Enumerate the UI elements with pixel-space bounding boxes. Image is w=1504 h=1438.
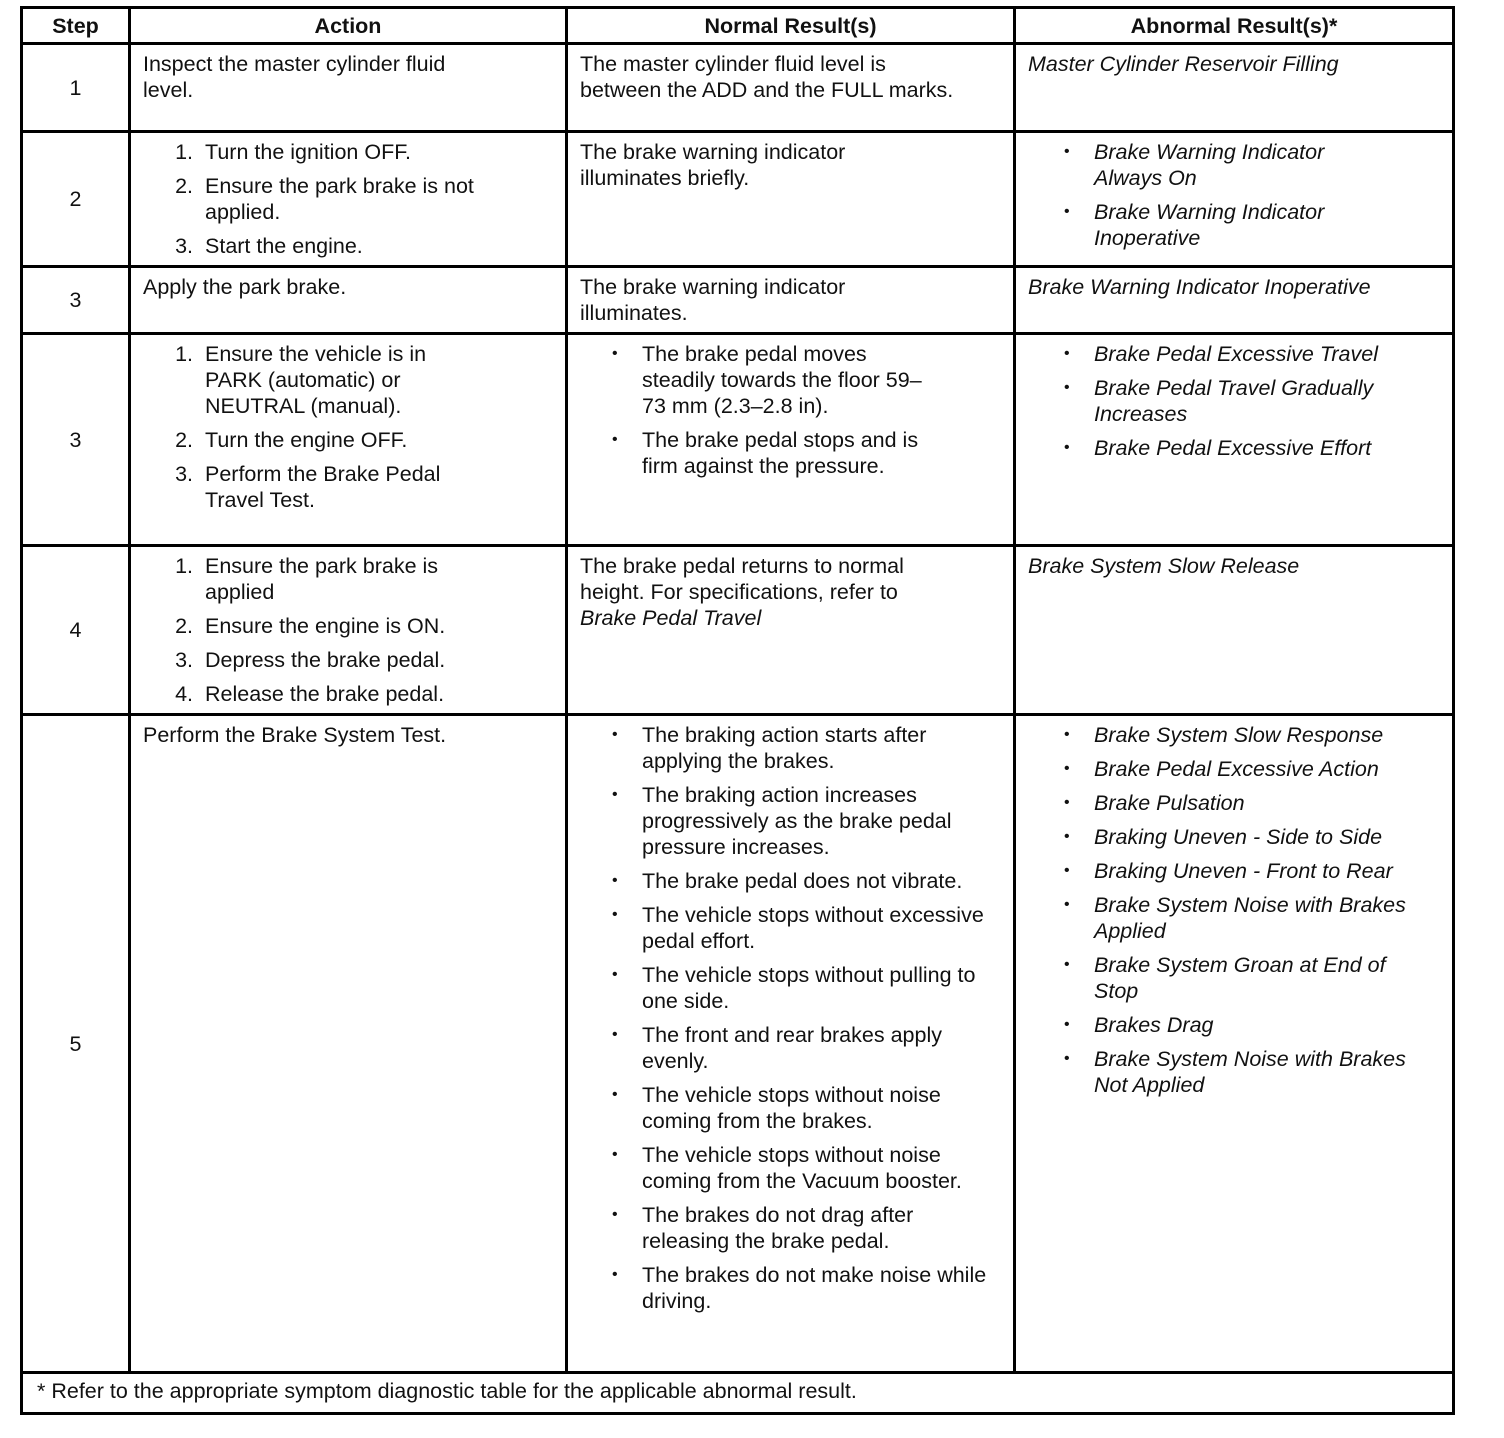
- list-item: • Brake System Noise with Brakes Not Applied: [1088, 1046, 1422, 1098]
- list-item: • Brake Pedal Excessive Effort: [1088, 435, 1422, 461]
- action-cell: [130, 546, 567, 715]
- abnormal-cell: [1015, 334, 1454, 546]
- list-item: 3. Perform the Brake Pedal Travel Test.: [199, 461, 485, 513]
- list-item: 2. Ensure the park brake is not applied.: [199, 173, 485, 225]
- header-action: Action: [130, 8, 567, 44]
- header-abnormal-results: Abnormal Result(s)*: [1015, 8, 1454, 44]
- normal-cell: [567, 132, 1015, 267]
- list-item: 1. Ensure the vehicle is in PARK (automatic) or NEUTRAL (manual).: [199, 341, 485, 419]
- action-text: Inspect the master cylinder fluid level.: [143, 52, 446, 102]
- action-cell: [130, 267, 567, 334]
- abnormal-list: [1028, 139, 1442, 251]
- list-item: • The brakes do not make noise while driving.: [636, 1262, 993, 1314]
- normal-cell: [567, 546, 1015, 715]
- list-item: 3. Start the engine.: [199, 233, 485, 259]
- step-number: 3: [22, 334, 130, 546]
- normal-text: The brake pedal returns to normal height. For specifications, refer to: [580, 554, 904, 604]
- list-item: • The vehicle stops without noise coming from the Vacuum booster.: [636, 1142, 993, 1194]
- normal-list: [580, 722, 1003, 1314]
- list-item: 3. Depress the brake pedal.: [199, 647, 485, 673]
- list-item: • Brakes Drag: [1088, 1012, 1422, 1038]
- list-item: • Brake Warning Indicator Inoperative: [1088, 199, 1372, 251]
- list-item: • Brake Pulsation: [1088, 790, 1422, 816]
- list-item: 1. Ensure the park brake is applied: [199, 553, 485, 605]
- table-row: [22, 546, 1454, 715]
- list-item: • The brake pedal does not vibrate.: [636, 868, 993, 894]
- table-row: [22, 715, 1454, 1373]
- action-list: [143, 341, 555, 513]
- list-item: 2. Ensure the engine is ON.: [199, 613, 485, 639]
- normal-cell: [567, 715, 1015, 1373]
- abnormal-cell: [1015, 267, 1454, 334]
- list-item: • The brake pedal stops and is firm against the pressure.: [636, 427, 933, 479]
- abnormal-cell: [1015, 546, 1454, 715]
- list-item: • Brake System Slow Response: [1088, 722, 1422, 748]
- step-number: 3: [22, 267, 130, 334]
- abnormal-text: Brake Warning Indicator Inoperative: [1028, 275, 1371, 299]
- diagnostic-table-container: [20, 6, 1452, 1415]
- table-row: [22, 267, 1454, 334]
- list-item: • Brake Warning Indicator Always On: [1088, 139, 1372, 191]
- table-row: [22, 334, 1454, 546]
- list-item: • Brake Pedal Travel Gradually Increases: [1088, 375, 1422, 427]
- step-number: 1: [22, 44, 130, 132]
- normal-text: The brake warning indicator illuminates briefly.: [580, 140, 846, 190]
- step-number: 2: [22, 132, 130, 267]
- action-text: Perform the Brake System Test.: [143, 723, 447, 747]
- list-item: 4. Release the brake pedal.: [199, 681, 485, 707]
- normal-cell: [567, 44, 1015, 132]
- table-row: [22, 132, 1454, 267]
- footnote: * Refer to the appropriate symptom diagnostic table for the applicable abnormal result.: [22, 1373, 1454, 1414]
- list-item: • Brake System Groan at End of Stop: [1088, 952, 1422, 1004]
- list-item: • Brake System Noise with Brakes Applied: [1088, 892, 1422, 944]
- normal-text: The master cylinder fluid level is between the ADD and the FULL marks.: [580, 52, 954, 102]
- table-row: [22, 44, 1454, 132]
- action-list: [143, 553, 555, 707]
- list-item: 2. Turn the engine OFF.: [199, 427, 485, 453]
- action-cell: [130, 715, 567, 1373]
- action-list: [143, 139, 555, 259]
- list-item: • Braking Uneven - Side to Side: [1088, 824, 1422, 850]
- normal-text: The brake warning indicator illuminates.: [580, 275, 846, 325]
- diagnostic-table: [20, 6, 1455, 1415]
- action-cell: [130, 132, 567, 267]
- list-item: • The braking action starts after applying the brakes.: [636, 722, 993, 774]
- list-item: 1. Turn the ignition OFF.: [199, 139, 485, 165]
- list-item: • The vehicle stops without noise coming from the brakes.: [636, 1082, 993, 1134]
- action-text: Apply the park brake.: [143, 275, 347, 299]
- step-number: 5: [22, 715, 130, 1373]
- normal-cell: [567, 267, 1015, 334]
- list-item: • Brake Pedal Excessive Travel: [1088, 341, 1422, 367]
- list-item: • The vehicle stops without pulling to one side.: [636, 962, 993, 1014]
- list-item: • The front and rear brakes apply evenly.: [636, 1022, 993, 1074]
- list-item: • The brake pedal moves steadily towards the floor 59–73 mm (2.3–2.8 in).: [636, 341, 933, 419]
- header-row: [22, 8, 1454, 44]
- abnormal-cell: [1015, 132, 1454, 267]
- abnormal-text: Brake System Slow Release: [1028, 554, 1300, 578]
- normal-reference-link: Brake Pedal Travel: [580, 606, 762, 630]
- step-number: 4: [22, 546, 130, 715]
- header-step: Step: [22, 8, 130, 44]
- list-item: • Brake Pedal Excessive Action: [1088, 756, 1422, 782]
- footnote-row: [22, 1373, 1454, 1414]
- abnormal-list: [1028, 722, 1442, 1098]
- abnormal-text: Master Cylinder Reservoir Filling: [1028, 52, 1339, 76]
- normal-list: [580, 341, 1003, 479]
- abnormal-cell: [1015, 715, 1454, 1373]
- abnormal-list: [1028, 341, 1442, 461]
- normal-cell: [567, 334, 1015, 546]
- list-item: • The vehicle stops without excessive pedal effort.: [636, 902, 993, 954]
- abnormal-cell: [1015, 44, 1454, 132]
- action-cell: [130, 44, 567, 132]
- list-item: • Braking Uneven - Front to Rear: [1088, 858, 1422, 884]
- list-item: • The braking action increases progressively as the brake pedal pressure increases.: [636, 782, 993, 860]
- list-item: • The brakes do not drag after releasing the brake pedal.: [636, 1202, 993, 1254]
- header-normal-results: Normal Result(s): [567, 8, 1015, 44]
- action-cell: [130, 334, 567, 546]
